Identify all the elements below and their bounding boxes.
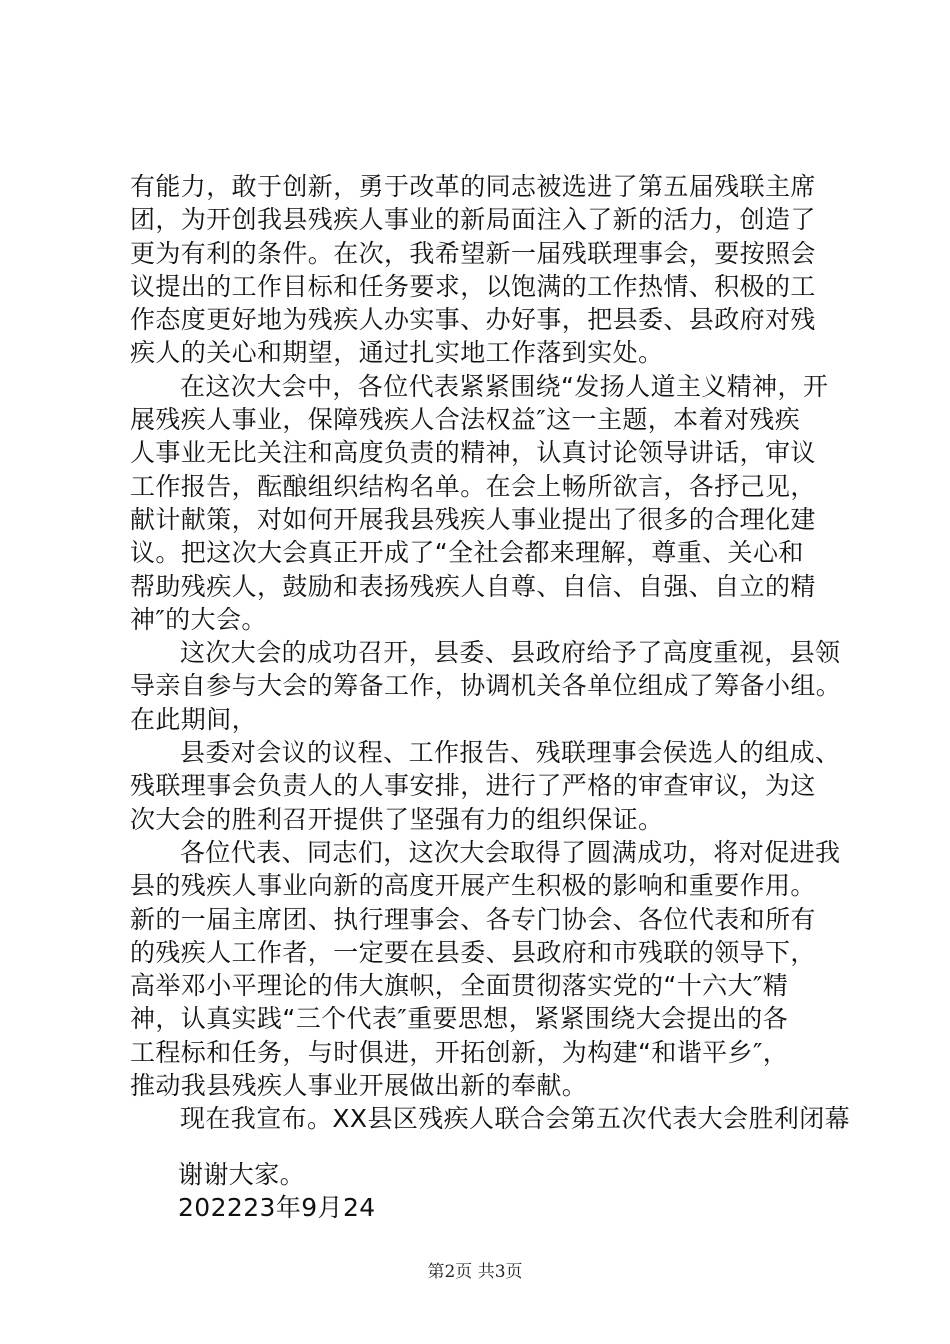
paragraph-line: 县委对会议的议程、工作报告、残联理事会侯选人的组成、: [180, 738, 841, 768]
paragraph-line: 各位代表、同志们，这次大会取得了圆满成功，将对促进我: [180, 837, 841, 867]
paragraph-line: 现在我宣布。XX县区残疾人联合会第五次代表大会胜利闭幕: [180, 1104, 851, 1134]
paragraph-line: 新的一届主席团、执行理事会、各专门协会、各位代表和所有: [130, 904, 816, 934]
closing-date: 202223年9月24: [178, 1192, 376, 1222]
document-body: [130, 170, 851, 1224]
spacer: [130, 1136, 830, 1158]
paragraph-line: 导亲自参与大会的筹备工作，协调机关各单位组成了筹备小组。: [130, 671, 842, 701]
paragraph-line: 工程标和任务，与时俱进，开拓创新，为构建“和谐平乡″，: [130, 1037, 789, 1067]
paragraph-line: 次大会的胜利召开提供了坚强有力的组织保证。: [130, 804, 664, 834]
paragraph-line: 议。把这次大会真正开成了“全社会都来理解，尊重、关心和: [130, 538, 804, 568]
paragraph-line: 这次大会的成功召开，县委、县政府给予了高度重视，县领: [180, 638, 841, 668]
paragraph-line: 神″的大会。: [130, 604, 267, 634]
paragraph-line: 作态度更好地为残疾人办实事、办好事，把县委、县政府对残: [130, 305, 816, 335]
paragraph-line: 更为有利的条件。在次，我希望新一届残联理事会，要按照会: [130, 238, 816, 268]
closing-thanks: 谢谢大家。: [178, 1159, 306, 1189]
paragraph-line: 的残疾人工作者，一定要在县委、县政府和市残联的领导下，: [130, 937, 816, 967]
paragraph-line: 高举邓小平理论的伟大旗帜，全面贯彻落实党的“十六大″精: [130, 971, 789, 1001]
paragraph-line: 帮助残疾人，鼓励和表扬残疾人自尊、自信、自强、自立的精: [130, 571, 816, 601]
paragraph-line: 展残疾人事业，保障残疾人合法权益″这一主题，本着对残疾: [130, 405, 801, 435]
paragraph-line: 在此期间，: [130, 704, 258, 734]
paragraph-line: 团，为开创我县残疾人事业的新局面注入了新的活力，创造了: [130, 205, 816, 235]
paragraph-line: 工作报告，酝酿组织结构名单。在会上畅所欲言，各抒己见，: [130, 471, 816, 501]
paragraph-line: 推动我县残疾人事业开展做出新的奉献。: [130, 1071, 588, 1101]
paragraph-line: 神，认真实践“三个代表″重要思想，紧紧围绕大会提出的各: [130, 1004, 789, 1034]
paragraph-line: 有能力，敢于创新，勇于改革的同志被选进了第五届残联主席: [130, 172, 816, 201]
page-footer: 第2页 共3页: [427, 1262, 523, 1282]
paragraph-line: 人事业无比关注和高度负责的精神，认真讨论领导讲话，审议: [130, 438, 816, 468]
paragraph-line: 疾人的关心和期望，通过扎实地工作落到实处。: [130, 338, 664, 368]
paragraph-line: 残联理事会负责人的人事安排，进行了严格的审查审议，为这: [130, 771, 816, 801]
paragraph-line: 议提出的工作目标和任务要求，以饱满的工作热情、积极的工: [130, 271, 816, 301]
paragraph-line: 在这次大会中，各位代表紧紧围绕“发扬人道主义精神，开: [180, 371, 829, 401]
paragraph-line: 献计献策，对如何开展我县残疾人事业提出了很多的合理化建: [130, 504, 816, 534]
paragraph-line: 县的残疾人事业向新的高度开展产生积极的影响和重要作用。: [130, 871, 816, 901]
